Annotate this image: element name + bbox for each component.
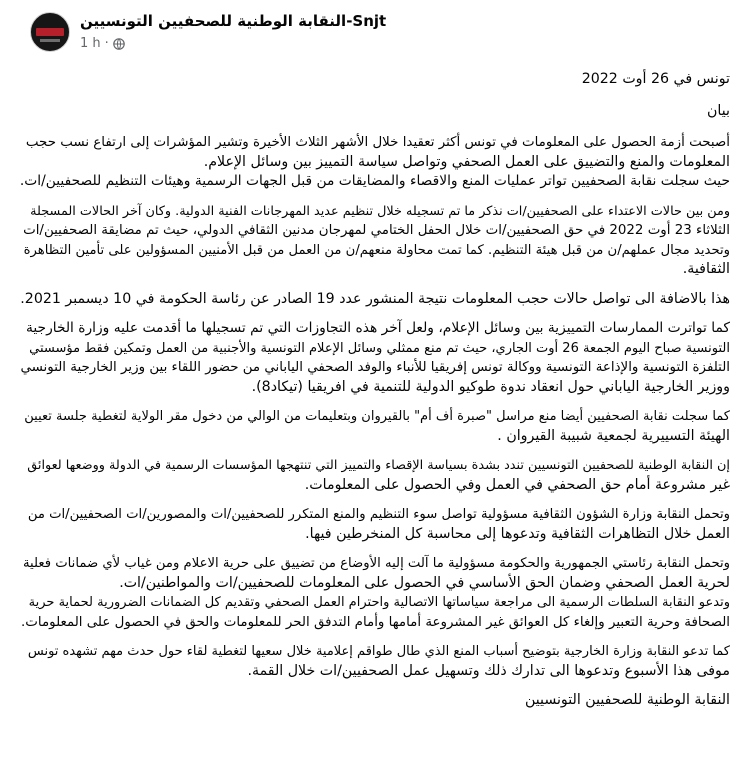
paragraph-3 — [20, 290, 730, 310]
statement-signature: النقابة الوطنية للصحفيين التونسيين — [524, 692, 730, 708]
text-line: هذا بالاضافة الى تواصل حالات حجب المعلومات نتيجة المنشور عدد 19 الصادر عن رئاسة الحكومة في 10 ديسمبر 2021. — [20, 290, 730, 307]
post-time[interactable]: 1 h — [80, 36, 101, 51]
text-line: ووزير الخارجية الياباني حول انعقاد ندوة طوكيو الدولية للتنمية في افريقيا (تيكاد8). — [251, 378, 730, 395]
paragraph-5 — [20, 407, 730, 446]
post-meta — [80, 36, 125, 51]
paragraph-9 — [20, 642, 730, 681]
text-line: الثلاثاء 23 أوت 2022 في حق الصحفيين/ات خلال الحفل الختامي لمهرجان مدنين الثقافي الدولي، حيث تم مضايقة الصحفيين/ات — [23, 223, 730, 238]
text-line: وتحديد مجال عملهم/ن من قبل هيئة التنظيم. كما تمت محاولة منعهم/ن من العمل من قبل الأمنيين المسؤولين على تأمين التظاهرة — [23, 242, 730, 258]
text-line: حيث سجلت نقابة الصحفيين تواتر عمليات المنع والاقصاء والمضايقات من قبل الجهات الرسمية وهيئات التنظيم للصحفيين/ات. — [19, 173, 730, 189]
meta-separator: · — [104, 36, 109, 51]
text-line: لحرية العمل الصحفي وضمان الحق الأساسي في الحصول على المعلومات للصحفيين/ات والمواطنين/ات. — [119, 574, 730, 591]
paragraph-8 — [20, 554, 730, 632]
text-line: التلفزة التونسية والإذاعة التونسية ووكالة تونس إفريقيا للأنباء والوفد الصحفي الياباني من حضور اللقاء بين وزير الخارجية التونسي — [20, 360, 730, 375]
page-avatar[interactable] — [30, 12, 70, 52]
paragraph-4 — [20, 319, 730, 397]
text-line: كما تواترت الممارسات التمييزية بين وسائل الإعلام، ولعل آخر هذه التجاوزات التي تم تسجيلها ما أقدمت عليه وزارة الخارجية — [25, 320, 730, 336]
text-line: العمل خلال التظاهرات الثقافية وتدعوها إلى محاسبة كل المنخرطين فيها. — [305, 525, 730, 542]
text-line: وتحمل النقابة رئاستي الجمهورية والحكومة مسؤولية ما آلت إليه الأوضاع من تضييق على حرية الاعلام ومن غياب لأي ضمانات فعلية — [22, 556, 730, 571]
text-line: كما تدعو النقابة وزارة الخارجية بتوضيح أسباب المنع الذي طال طواقم إعلامية خلال سعيها لتغطية لقاء حول حدث مهم تشهده تونس — [27, 644, 730, 659]
text-line: وتدعو النقابة السلطات الرسمية الى مراجعة سياساتها الاتصالية واحترام العمل الصحفي وتقديم كل الضمانات الضرورية لحماية حرية — [28, 595, 730, 610]
globe-icon — [113, 38, 125, 50]
text-line: إن النقابة الوطنية للصحفيين التونسيين تندد بشدة بسياسة الإقصاء والتمييز التي تنتهجها المؤسسات الرسمية في الدولة ووضعها لعوائق — [27, 458, 730, 473]
text-line: التونسية صباح اليوم الجمعة 26 أوت الجاري، حيث تم منع ممثلي وسائل الإعلام التونسية والأجنبية من العمل وتمكين فقط مؤسستي — [29, 340, 730, 356]
post-header — [0, 0, 748, 64]
paragraph-7 — [20, 505, 730, 544]
text-line: الثقافية. — [682, 261, 730, 277]
paragraph-2 — [20, 202, 730, 280]
statement-date: تونس في 26 أوت 2022 — [581, 71, 730, 87]
text-line: موفى هذا الأسبوع وتدعوها الى تدارك ذلك وتسهيل عمل الصحفيين/ات خلال القمة. — [247, 662, 730, 679]
avatar-logo-text — [40, 39, 60, 42]
text-line: وتحمل النقابة وزارة الشؤون الثقافية مسؤولية تواصل سوء التنظيم والمنع المتكرر للصحفيين/ات والمصورين/ات الصحفيين/ات من — [27, 507, 730, 522]
text-line: كما سجلت نقابة الصحفيين أيضا منع مراسل "صبرة أف أم" بالقيروان وبتعليمات من الوالي من دخول مقر الولاية لتغطية جلسة تعيين — [24, 409, 730, 424]
paragraph-1 — [20, 133, 730, 192]
text-line: المعلومات والمنع والتضييق على العمل الصحفي وتواصل سياسة التمييز بين وسائل الإعلام. — [203, 153, 730, 170]
text-line: الصحافة وحرية التعبير وإلغاء كل العوائق غير المشروعة أمامها وأمام التدفق الحر للمعلومات والحق في الحصول على المعلومات. — [21, 614, 730, 630]
text-line: أصبحت أزمة الحصول على المعلومات في تونس أكثر تعقيدا خلال الأشهر الثلاث الأخيرة وتشير المؤشرات إلى ارتفاع نسب حجب — [25, 135, 730, 150]
post-text — [20, 62, 730, 721]
text-line: غير مشروعة أمام حق الصحفي في العمل وفي الحصول على المعلومات. — [304, 476, 730, 493]
paragraph-6 — [20, 456, 730, 495]
avatar-logo-band — [36, 28, 64, 36]
page-name[interactable]: النقابة الوطنية للصحفيين التونسيين-Snjt — [80, 12, 387, 30]
text-line: الهيئة التسييرية لجمعية شبيبة القيروان . — [497, 427, 730, 444]
statement-heading: بيان — [707, 102, 730, 119]
text-line: ومن بين حالات الاعتداء على الصحفيين/ات نذكر ما تم تسجيله خلال تنظيم عديد المهرجانات الفنية الدولية. وكان آخر الحالات المسجلة — [30, 203, 730, 219]
